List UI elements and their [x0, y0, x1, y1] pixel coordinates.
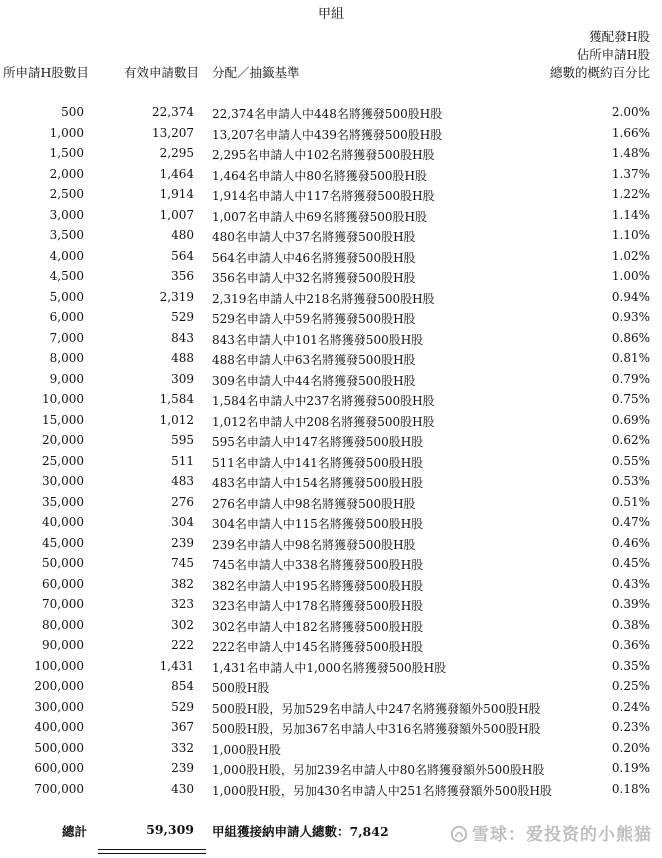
table-row — [0, 574, 662, 595]
cell-valid-applications: 1,914 — [159, 187, 194, 201]
cell-shares-applied: 3,000 — [49, 207, 84, 222]
cell-allocation-basis: 1,007名申請人中69名將獲發500股H股 — [212, 209, 427, 224]
cell-percentage: 0.18% — [611, 781, 650, 796]
cell-valid-applications: 367 — [171, 720, 194, 734]
cell-allocation-basis: 500股H股 — [212, 681, 270, 695]
total-value: 59,309 — [146, 822, 194, 837]
cell-shares-applied: 3,500 — [49, 228, 84, 242]
cell-percentage: 0.23% — [611, 720, 650, 734]
cell-shares-applied: 80,000 — [42, 617, 84, 632]
allocation-table-body — [0, 102, 662, 799]
table-row — [0, 492, 662, 513]
cell-percentage: 1.22% — [611, 187, 650, 201]
cell-percentage: 0.69% — [611, 412, 650, 427]
cell-valid-applications: 1,007 — [159, 207, 194, 222]
table-row — [0, 164, 662, 185]
cell-valid-applications: 13,207 — [152, 125, 194, 140]
cell-shares-applied: 35,000 — [42, 494, 84, 509]
cell-allocation-basis: 1,584名申請人中237名將獲發500股H股 — [212, 394, 435, 408]
cell-allocation-basis: 309名申請人中44名將獲發500股H股 — [212, 373, 416, 388]
watermark — [450, 820, 652, 845]
cell-percentage: 0.25% — [611, 679, 650, 693]
cell-allocation-basis: 480名申請人中37名將獲發500股H股 — [212, 230, 416, 244]
table-row — [0, 697, 662, 718]
table-row — [0, 615, 662, 636]
cell-shares-applied: 8,000 — [49, 351, 84, 365]
cell-allocation-basis: 564名申請人中46名將獲發500股H股 — [212, 250, 416, 265]
table-row — [0, 635, 662, 656]
cell-shares-applied: 2,000 — [49, 166, 84, 181]
cell-valid-applications: 1,012 — [159, 412, 194, 427]
cell-percentage: 1.37% — [611, 166, 650, 181]
cell-valid-applications: 356 — [171, 269, 194, 283]
cell-percentage: 0.20% — [611, 740, 650, 755]
cell-allocation-basis: 1,012名申請人中208名將獲發500股H股 — [212, 414, 435, 429]
cell-valid-applications: 1,431 — [159, 658, 194, 673]
cell-percentage: 0.55% — [611, 453, 650, 468]
cell-shares-applied: 4,000 — [49, 248, 84, 263]
table-row — [0, 225, 662, 246]
cell-valid-applications: 239 — [171, 535, 194, 550]
cell-valid-applications: 332 — [171, 740, 194, 755]
cell-shares-applied: 90,000 — [42, 638, 84, 652]
cell-percentage: 2.00% — [611, 105, 650, 119]
cell-allocation-basis: 302名申請人中182名將獲發500股H股 — [212, 619, 424, 634]
total-double-underline — [98, 849, 206, 854]
table-row — [0, 533, 662, 554]
cell-allocation-basis: 323名申請人中178名將獲發500股H股 — [212, 599, 424, 613]
cell-shares-applied: 100,000 — [34, 658, 84, 673]
cell-percentage: 0.38% — [611, 617, 650, 632]
cell-shares-applied: 300,000 — [34, 699, 84, 714]
table-row — [0, 430, 662, 451]
cell-shares-applied: 700,000 — [34, 781, 84, 796]
total-label: 總計 — [62, 824, 88, 839]
cell-shares-applied: 2,500 — [49, 187, 84, 201]
cell-allocation-basis: 356名申請人中32名將獲發500股H股 — [212, 271, 416, 285]
cell-percentage: 0.47% — [611, 515, 650, 529]
cell-shares-applied: 15,000 — [42, 412, 84, 427]
cell-valid-applications: 2,295 — [159, 146, 194, 160]
cell-valid-applications: 529 — [171, 310, 194, 324]
cell-valid-applications: 529 — [171, 699, 194, 714]
cell-allocation-basis: 1,914名申請人中117名將獲發500股H股 — [212, 189, 435, 203]
table-row — [0, 307, 662, 328]
cell-valid-applications: 854 — [171, 679, 194, 693]
cell-shares-applied: 40,000 — [42, 515, 84, 529]
cell-percentage: 0.43% — [611, 576, 650, 591]
table-row — [0, 656, 662, 677]
cell-percentage: 0.75% — [611, 392, 650, 406]
cell-percentage: 0.79% — [611, 371, 650, 386]
table-row — [0, 553, 662, 574]
cell-percentage: 0.53% — [611, 474, 650, 488]
table-row — [0, 451, 662, 472]
cell-allocation-basis: 500股H股，另加529名申請人中247名將獲發額外500股H股 — [212, 701, 541, 716]
cell-allocation-basis: 1,464名申請人中80名將獲發500股H股 — [212, 168, 427, 183]
cell-shares-applied: 70,000 — [42, 597, 84, 611]
cell-shares-applied: 500 — [61, 105, 84, 119]
cell-allocation-basis: 2,319名申請人中218名將獲發500股H股 — [212, 291, 435, 306]
cell-valid-applications: 480 — [171, 228, 194, 242]
cell-percentage: 1.48% — [611, 146, 650, 160]
table-row — [0, 287, 662, 308]
cell-valid-applications: 22,374 — [152, 105, 194, 119]
cell-allocation-basis: 276名申請人中98名將獲發500股H股 — [212, 496, 416, 511]
cell-allocation-basis: 22,374名申請人中448名將獲發500股H股 — [212, 107, 443, 121]
cell-allocation-basis: 500股H股，另加367名申請人中316名將獲發額外500股H股 — [212, 722, 541, 736]
cell-allocation-basis: 488名申請人中63名將獲發500股H股 — [212, 353, 416, 367]
cell-valid-applications: 430 — [171, 781, 194, 796]
table-row — [0, 389, 662, 410]
cell-shares-applied: 30,000 — [42, 474, 84, 488]
cell-percentage: 0.94% — [611, 289, 650, 304]
cell-valid-applications: 239 — [171, 761, 194, 775]
cell-allocation-basis: 239名申請人中98名將獲發500股H股 — [212, 537, 416, 552]
cell-allocation-basis: 529名申請人中59名將獲發500股H股 — [212, 312, 416, 326]
cell-shares-applied: 9,000 — [49, 371, 84, 386]
cell-percentage: 0.51% — [611, 494, 650, 509]
cell-percentage: 1.00% — [611, 269, 650, 283]
table-row — [0, 594, 662, 615]
table-row — [0, 676, 662, 697]
snowball-logo-icon — [450, 825, 468, 843]
table-row — [0, 123, 662, 144]
cell-shares-applied: 400,000 — [34, 720, 84, 734]
table-row — [0, 348, 662, 369]
cell-allocation-basis: 1,000股H股 — [212, 742, 281, 757]
cell-valid-applications: 382 — [171, 576, 194, 591]
cell-valid-applications: 1,584 — [159, 392, 194, 406]
cell-percentage: 0.45% — [611, 556, 650, 570]
cell-allocation-basis: 595名申請人中147名將獲發500股H股 — [212, 435, 424, 449]
table-row — [0, 369, 662, 390]
cell-shares-applied: 500,000 — [34, 740, 84, 755]
total-description: 甲組獲接納申請人總數：7,842 — [212, 824, 389, 839]
cell-percentage: 1.14% — [611, 207, 650, 222]
cell-valid-applications: 511 — [171, 453, 194, 468]
cell-percentage: 1.66% — [611, 125, 650, 140]
table-row — [0, 512, 662, 533]
cell-percentage: 0.24% — [611, 699, 650, 714]
cell-allocation-basis: 1,000股H股，另加430名申請人中251名將獲發額外500股H股 — [212, 783, 552, 798]
table-row — [0, 717, 662, 738]
table-row — [0, 738, 662, 759]
cell-shares-applied: 4,500 — [49, 269, 84, 283]
cell-percentage: 0.81% — [611, 351, 650, 365]
table-row — [0, 410, 662, 431]
cell-percentage: 0.46% — [611, 535, 650, 550]
cell-valid-applications: 564 — [171, 248, 194, 263]
cell-valid-applications: 745 — [171, 556, 194, 570]
cell-shares-applied: 600,000 — [34, 761, 84, 775]
header-allocation-basis: 分配／抽籤基準 — [212, 65, 300, 80]
cell-percentage: 0.19% — [611, 761, 650, 775]
cell-valid-applications: 483 — [171, 474, 194, 488]
cell-allocation-basis: 13,207名申請人中439名將獲發500股H股 — [212, 127, 443, 142]
header-percentage — [550, 28, 650, 82]
table-title: 甲組 — [317, 7, 344, 22]
cell-shares-applied: 45,000 — [42, 535, 84, 550]
cell-valid-applications: 595 — [171, 433, 194, 447]
cell-valid-applications: 323 — [171, 597, 194, 611]
cell-allocation-basis: 382名申請人中195名將獲發500股H股 — [212, 578, 424, 593]
table-row — [0, 758, 662, 779]
cell-shares-applied: 1,500 — [49, 146, 84, 160]
table-row — [0, 471, 662, 492]
cell-shares-applied: 60,000 — [42, 576, 84, 591]
cell-allocation-basis: 511名申請人中141名將獲發500股H股 — [212, 455, 424, 470]
cell-valid-applications: 1,464 — [159, 166, 194, 181]
cell-percentage: 0.62% — [611, 433, 650, 447]
cell-valid-applications: 488 — [171, 351, 194, 365]
cell-shares-applied: 5,000 — [49, 289, 84, 304]
cell-percentage: 0.35% — [611, 658, 650, 673]
cell-shares-applied: 25,000 — [42, 453, 84, 468]
header-shares-applied: 所申請H股數目 — [3, 65, 89, 80]
cell-allocation-basis: 2,295名申請人中102名將獲發500股H股 — [212, 148, 435, 162]
cell-allocation-basis: 843名申請人中101名將獲發500股H股 — [212, 332, 424, 347]
cell-allocation-basis: 222名申請人中145名將獲發500股H股 — [212, 640, 424, 654]
watermark-text: 雪球：爱投资的小熊猫 — [472, 825, 652, 845]
table-row — [0, 246, 662, 267]
cell-valid-applications: 276 — [171, 494, 194, 509]
cell-shares-applied: 20,000 — [42, 433, 84, 447]
cell-valid-applications: 304 — [171, 515, 194, 529]
cell-shares-applied: 50,000 — [42, 556, 84, 570]
cell-valid-applications: 2,319 — [159, 289, 194, 304]
cell-valid-applications: 309 — [171, 371, 194, 386]
cell-shares-applied: 7,000 — [49, 330, 84, 345]
cell-allocation-basis: 1,000股H股，另加239名申請人中80名將獲發額外500股H股 — [212, 763, 545, 777]
cell-shares-applied: 10,000 — [42, 392, 84, 406]
cell-shares-applied: 200,000 — [34, 679, 84, 693]
table-row — [0, 779, 662, 800]
cell-percentage: 0.93% — [611, 310, 650, 324]
table-row — [0, 102, 662, 123]
header-percentage-line2: 佔所申請H股 — [576, 47, 650, 62]
table-row — [0, 143, 662, 164]
cell-allocation-basis: 483名申請人中154名將獲發500股H股 — [212, 476, 424, 490]
header-valid-applications: 有效申請數目 — [124, 65, 200, 80]
cell-valid-applications: 302 — [171, 617, 194, 632]
table-row — [0, 328, 662, 349]
cell-shares-applied: 1,000 — [49, 125, 84, 140]
cell-percentage: 1.02% — [611, 248, 650, 263]
cell-allocation-basis: 304名申請人中115名將獲發500股H股 — [212, 517, 424, 531]
cell-shares-applied: 6,000 — [49, 310, 84, 324]
cell-valid-applications: 222 — [171, 638, 194, 652]
cell-percentage: 1.10% — [611, 228, 650, 242]
cell-allocation-basis: 1,431名申請人中1,000名將獲發500股H股 — [212, 660, 447, 675]
cell-percentage: 0.36% — [611, 638, 650, 652]
table-row — [0, 205, 662, 226]
table-row — [0, 184, 662, 205]
cell-percentage: 0.86% — [611, 330, 650, 345]
cell-valid-applications: 843 — [171, 330, 194, 345]
cell-percentage: 0.39% — [611, 597, 650, 611]
header-percentage-line1: 獲配發H股 — [589, 29, 650, 44]
table-row — [0, 266, 662, 287]
cell-allocation-basis: 745名申請人中338名將獲發500股H股 — [212, 558, 424, 572]
header-percentage-line3: 總數的概約百分比 — [549, 65, 650, 80]
